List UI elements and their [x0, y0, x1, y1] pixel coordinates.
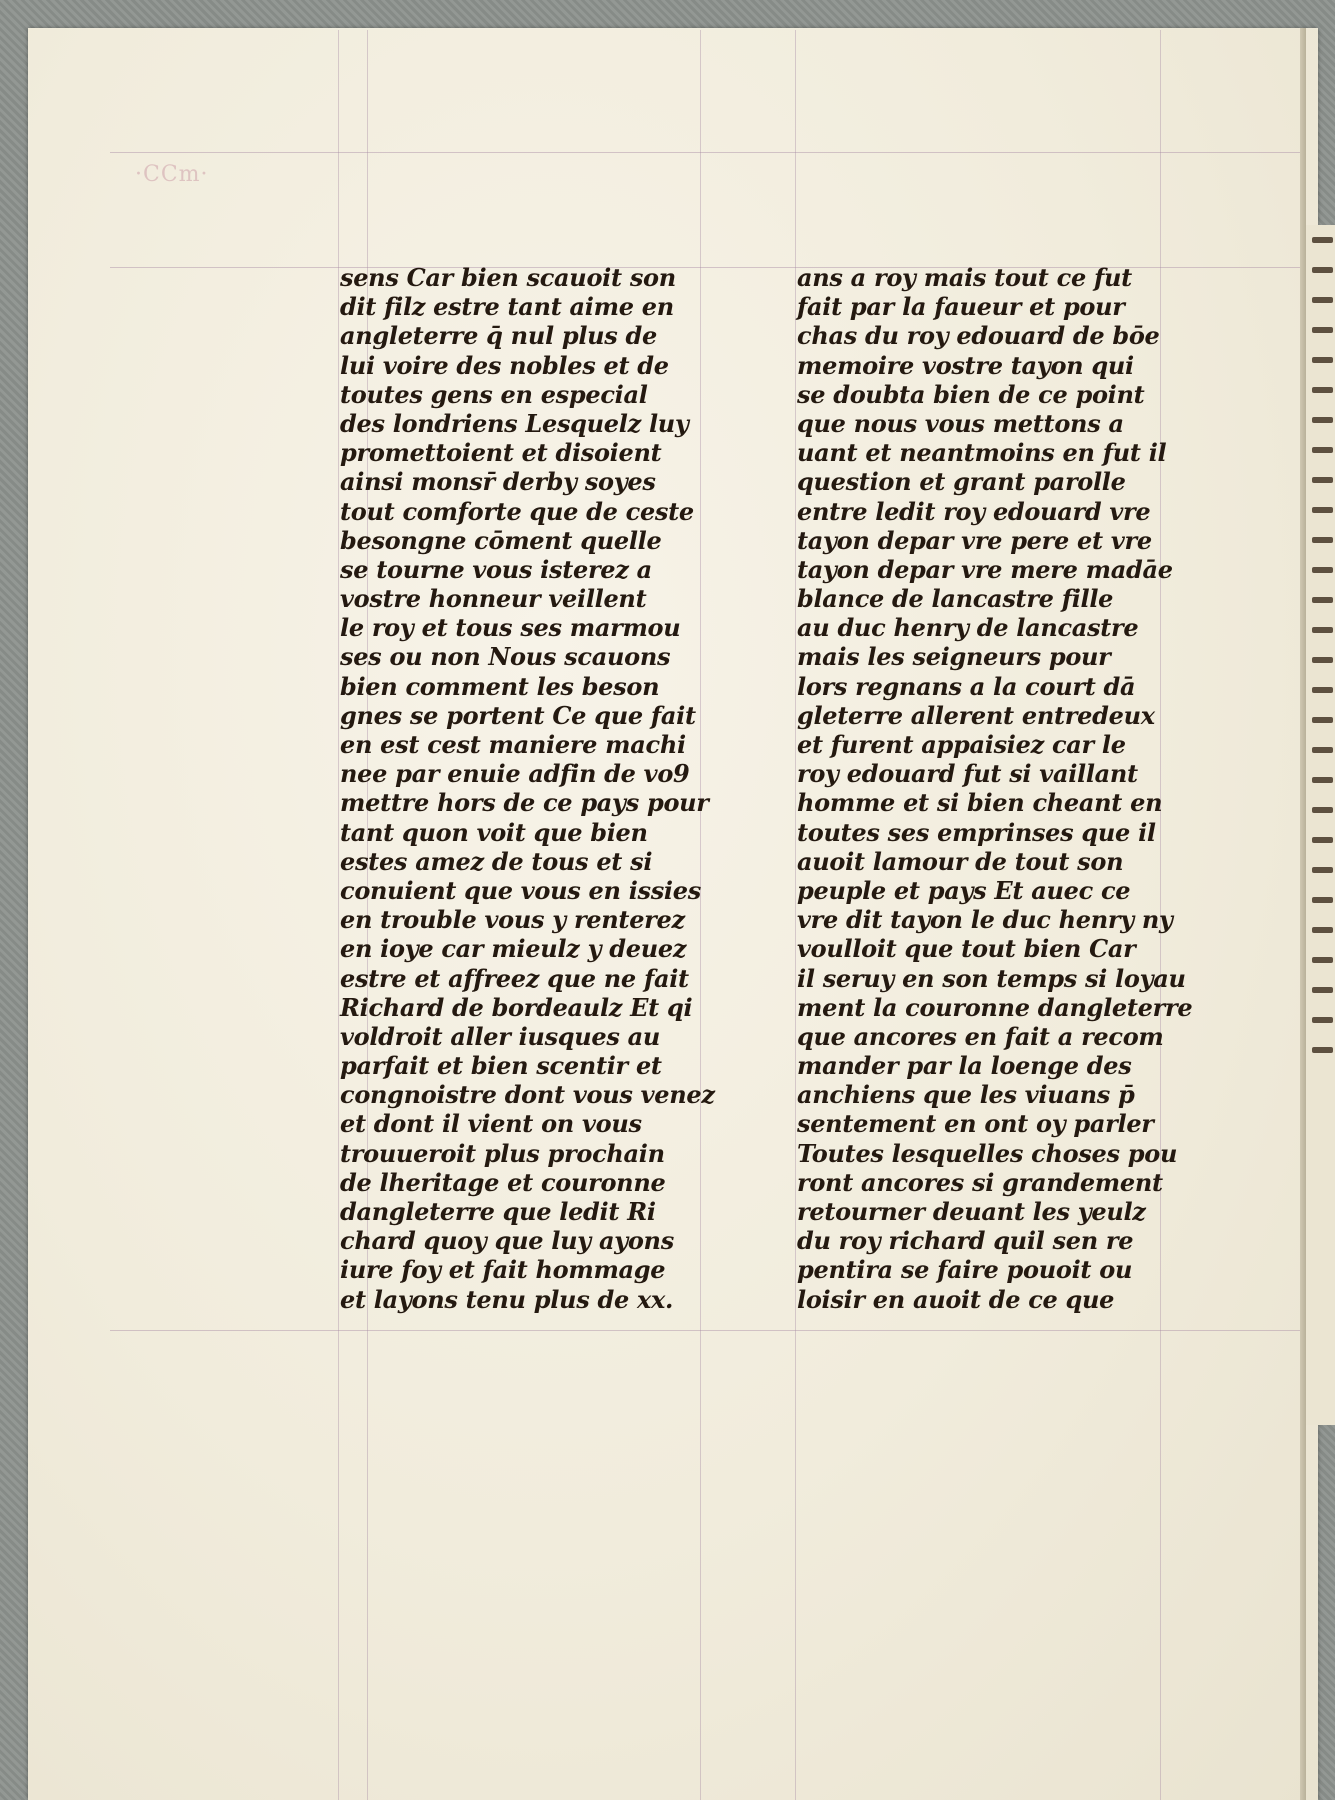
text-line: lui voire des nobles et de [340, 350, 669, 380]
text-line: congnoistre dont vous venez [340, 1080, 715, 1110]
text-line: auoit lamour de tout son [797, 846, 1124, 876]
text-line: estes amez de tous et si [340, 846, 653, 876]
text-line: vostre honneur veillent [340, 584, 647, 614]
text-line: tayon depar vre pere et vre [797, 525, 1152, 555]
text-line: angleterre q̄ nul plus de [340, 321, 658, 351]
text-line: ainsi monsr̄ derby soyes [340, 467, 656, 497]
text-line: question et grant parolle [797, 467, 1126, 497]
text-line: homme et si bien cheant en [797, 788, 1163, 818]
text-line: que nous vous mettons a [797, 408, 1124, 438]
text-line: loisir en auoit de ce que [797, 1284, 1115, 1314]
text-line: memoire vostre tayon qui [797, 350, 1134, 380]
text-line: voulloit que tout bien Car [797, 934, 1136, 964]
text-line: voldroit aller iusques au [340, 1021, 661, 1051]
text-line: tout comforte que de ceste [340, 496, 694, 526]
text-line: en trouble vous y renterez [340, 905, 685, 935]
ruling-line-top [110, 152, 1300, 153]
text-line: gnes se portent Ce que fait [340, 700, 696, 730]
text-line: dangleterre que ledit Ri [340, 1197, 656, 1226]
text-line: Toutes lesquelles choses pou [797, 1138, 1178, 1168]
text-line: estre et affreez que ne fait [340, 963, 689, 993]
text-line: mettre hors de ce pays pour [340, 788, 709, 818]
text-line: anchiens que les viuans p̄ [797, 1080, 1135, 1110]
text-line: lors regnans a la court dā [797, 671, 1136, 701]
text-line: blance de lancastre fille [797, 584, 1114, 614]
text-line: conuient que vous en issies [340, 875, 701, 905]
text-line: ront ancores si grandement [797, 1167, 1163, 1197]
text-line: parfait et bien scentir et [340, 1051, 662, 1081]
text-line: en est cest maniere machi [340, 730, 686, 759]
text-line: sens Car bien scauoit son [340, 263, 676, 292]
text-column-right [797, 263, 1193, 1314]
ruling-line-vertical [338, 30, 339, 1800]
text-line: se doubta bien de ce point [797, 379, 1145, 409]
text-line: il seruy en son temps si loyau [797, 963, 1186, 993]
text-line: toutes ses emprinses que il [797, 817, 1156, 847]
ruling-line-lower [110, 1330, 1300, 1331]
text-line: nee par enuie adfin de vo9 [340, 759, 690, 789]
text-line: et furent appaisiez car le [797, 730, 1126, 759]
text-line: promettoient et disoient [340, 438, 662, 468]
text-line: sentement en ont oy parler [797, 1109, 1154, 1139]
text-line: mais les seigneurs pour [797, 642, 1111, 672]
text-line: Richard de bordeaulz Et qi [340, 992, 693, 1022]
folio-number: ·CCm· [135, 162, 209, 187]
text-line: et dont il vient on vous [340, 1109, 642, 1139]
text-line: entre ledit roy edouard vre [797, 496, 1151, 526]
text-line: bien comment les beson [340, 671, 660, 701]
text-column-left [340, 263, 720, 1314]
text-line: iure foy et fait hommage [340, 1255, 666, 1285]
text-line: uant et neantmoins en fut il [797, 438, 1167, 468]
ruling-line-vertical [795, 30, 796, 1800]
text-line: en ioye car mieulz y deuez [340, 934, 687, 964]
text-line: chas du roy edouard de bōe [797, 321, 1160, 351]
text-line: se tourne vous isterez a [340, 554, 652, 584]
text-line: ses ou non Nous scauons [340, 642, 671, 672]
text-line: pentira se faire pouoit ou [797, 1255, 1133, 1285]
text-line: retourner deuant les yeulz [797, 1197, 1146, 1226]
text-line: que ancores en fait a recom [797, 1021, 1164, 1051]
text-line: au duc henry de lancastre [797, 613, 1139, 643]
text-line: des londriens Lesquelz luy [340, 408, 689, 438]
text-line: roy edouard fut si vaillant [797, 759, 1138, 789]
text-line: du roy richard quil sen re [797, 1226, 1134, 1256]
text-line: ans a roy mais tout ce fut [797, 263, 1132, 292]
text-line: mander par la loenge des [797, 1051, 1132, 1081]
text-line: et layons tenu plus de xx. [340, 1284, 674, 1314]
text-line: gleterre allerent entredeux [797, 700, 1155, 730]
text-line: besongne cōment quelle [340, 525, 662, 555]
text-line: de lheritage et couronne [340, 1167, 666, 1197]
text-line: vre dit tayon le duc henry ny [797, 905, 1173, 935]
text-line: peuple et pays Et auec ce [797, 875, 1131, 905]
text-line: chard quoy que luy ayons [340, 1226, 674, 1256]
text-line: fait par la faueur et pour [797, 292, 1125, 322]
text-line: toutes gens en especial [340, 379, 648, 409]
text-line: tant quon voit que bien [340, 817, 648, 847]
text-line: trouueroit plus prochain [340, 1138, 665, 1168]
adjacent-page-fragment [1306, 225, 1335, 1425]
text-line: dit filz estre tant aime en [340, 292, 674, 322]
text-line: ment la couronne dangleterre [797, 992, 1193, 1022]
text-line: tayon depar vre mere madāe [797, 554, 1173, 584]
text-line: le roy et tous ses marmou [340, 613, 681, 643]
